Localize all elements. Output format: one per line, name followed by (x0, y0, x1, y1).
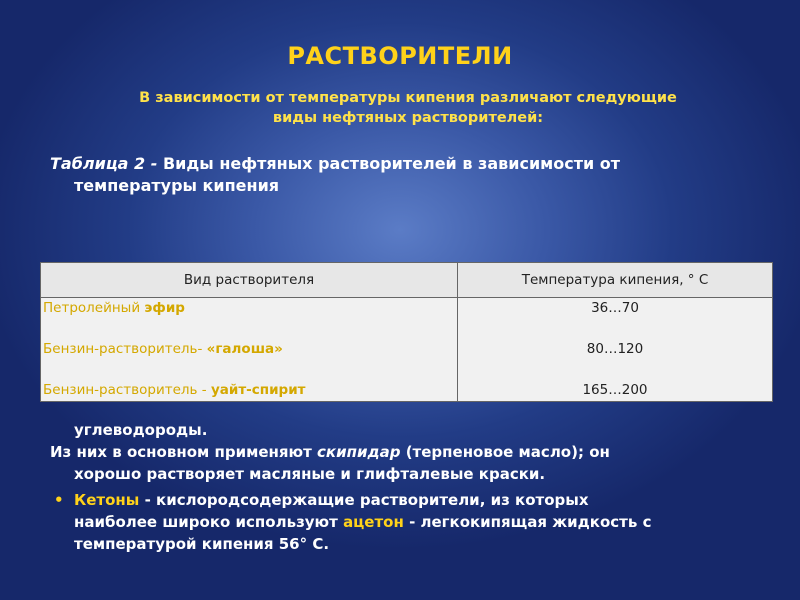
ketones-word: Кетоны (74, 491, 140, 509)
solvent-name-1 (41, 298, 457, 319)
ketones-rest: - кислородсодержащие растворители, из которых (139, 491, 589, 509)
solvent-name-2 (41, 339, 457, 360)
ketones-bullet (50, 489, 770, 555)
solvent-name-1-bold: эфир (144, 300, 185, 316)
caption-line-2: температуры кипения (74, 176, 280, 195)
solvent-name-2-plain: Бензин-растворитель- (43, 341, 207, 357)
table-header-row (41, 263, 773, 298)
hydrocarbons-line: углеводороды. (74, 421, 208, 439)
subtitle-line-1: В зависимости от температуры кипения различают следующие (139, 90, 677, 106)
slide-subtitle (78, 88, 738, 128)
boiling-temp-3: 165…200 (582, 382, 648, 398)
ketones-line-3: температурой кипения 56° С. (74, 535, 330, 553)
turpentine-pre: Из них в основном применяют (50, 443, 318, 461)
boiling-temp-1: 36…70 (591, 300, 639, 316)
ketones-line-2-pre: наиболее широко используют (74, 513, 344, 531)
table-caption (50, 153, 750, 197)
solvent-name-2-bold: «галоша» (206, 341, 283, 357)
bullet-dot-icon: • (54, 491, 64, 509)
slide-body (50, 400, 770, 555)
turpentine-word: скипидар (317, 443, 401, 461)
turpentine-line-2: хорошо растворяет масляные и глифталевые краски. (74, 465, 546, 483)
solvent-name-3-plain: Бензин-растворитель - (43, 382, 211, 398)
solvent-name-3 (41, 380, 457, 401)
table-row (41, 298, 773, 402)
solvent-name-1-plain: Петролейный (43, 300, 145, 316)
boiling-temp-2: 80…120 (586, 341, 644, 357)
slide-title: РАСТВОРИТЕЛИ (287, 42, 513, 70)
boiling-temps-cell (458, 298, 773, 402)
header-solvent-type: Вид растворителя (41, 263, 458, 298)
acetone-word: ацетон (343, 513, 404, 531)
turpentine-paragraph (50, 441, 770, 463)
ketones-line-2-post: - легкокипящая жидкость с (403, 513, 652, 531)
subtitle-line-2: виды нефтяных растворителей: (272, 110, 544, 126)
solvent-names-cell (41, 298, 458, 402)
turpentine-post: (терпеновое масло); он (400, 443, 610, 461)
header-boiling-temp: Температура кипения, ° С (458, 263, 773, 298)
caption-text: Виды нефтяных растворителей в зависимости от (162, 154, 621, 173)
solvents-table (40, 262, 773, 402)
caption-lead: Таблица 2 - (50, 154, 163, 173)
solvent-name-3-bold: уайт-спирит (210, 382, 306, 398)
